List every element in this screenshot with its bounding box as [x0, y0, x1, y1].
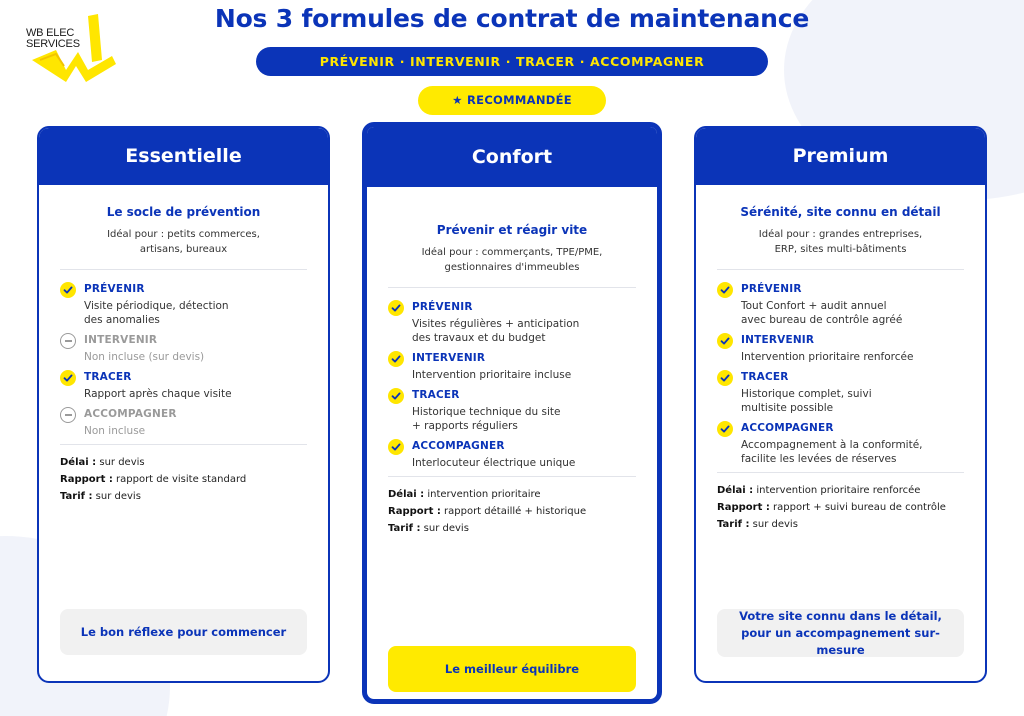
feature-desc-line: avec bureau de contrôle agréé — [741, 314, 903, 326]
info-value: sur devis — [99, 457, 145, 468]
feature-item — [388, 438, 636, 470]
check-icon — [60, 282, 76, 298]
feature-item — [717, 420, 964, 466]
info-label: Délai : — [388, 489, 425, 500]
feature-desc-line: Visite périodique, détection — [84, 300, 229, 312]
plan-body — [39, 205, 328, 505]
logo-line-1: WB ELEC — [26, 27, 75, 39]
info-label: Tarif : — [717, 519, 750, 530]
info-value: rapport détaillé + historique — [444, 506, 587, 517]
feature-text — [412, 299, 579, 345]
info-row — [388, 486, 636, 503]
feature-name: ACCOMPAGNER — [741, 422, 834, 434]
minus-icon — [60, 333, 76, 349]
feature-item — [388, 387, 636, 433]
divider — [717, 269, 964, 270]
feature-desc-line: Interlocuteur électrique unique — [412, 457, 576, 469]
feature-name: INTERVENIR — [741, 334, 815, 346]
logo-line-2: SERVICES — [26, 38, 80, 50]
info-value: sur devis — [423, 523, 469, 534]
feature-desc-line: des travaux et du budget — [412, 332, 546, 344]
info-label: Rapport : — [388, 506, 441, 517]
feature-desc-line: Non incluse (sur devis) — [84, 351, 205, 363]
ideal-line: artisans, bureaux — [139, 244, 228, 255]
plan-cta-button[interactable] — [60, 609, 307, 655]
feature-name: INTERVENIR — [84, 334, 158, 346]
plan-body — [367, 223, 657, 537]
plan-subtitle: Le socle de prévention — [106, 205, 261, 219]
feature-text — [741, 332, 913, 364]
feature-text — [84, 332, 204, 364]
plan-subtitle: Sérénité, site connu en détail — [740, 205, 941, 219]
page-title: Nos 3 formules de contrat de maintenance — [214, 4, 810, 33]
cta-label-line: Votre site connu dans le détail, — [739, 608, 942, 623]
feature-desc-line: multisite possible — [741, 402, 834, 414]
plan-card-confort — [362, 122, 662, 704]
feature-desc-line: Tout Confort + audit annuel — [741, 300, 887, 312]
plan-ideal-for — [60, 227, 307, 257]
feature-item — [717, 281, 964, 327]
minus-icon — [60, 407, 76, 423]
feature-desc — [84, 299, 229, 327]
feature-name: TRACER — [741, 371, 789, 383]
check-icon — [717, 370, 733, 386]
check-icon — [388, 351, 404, 367]
feature-item — [388, 350, 636, 382]
feature-item — [388, 299, 636, 345]
feature-item — [60, 406, 307, 438]
feature-text — [84, 369, 232, 401]
feature-desc — [741, 387, 872, 415]
feature-desc — [84, 424, 177, 438]
feature-desc-line: Historique technique du site — [412, 406, 561, 418]
plan-cta-button[interactable] — [388, 646, 636, 692]
plan-name: Essentielle — [39, 128, 328, 185]
feature-desc-line: Accompagnement à la conformité, — [741, 439, 923, 451]
feature-name: INTERVENIR — [412, 352, 486, 364]
plan-card-essentielle — [37, 126, 330, 683]
feature-item — [717, 332, 964, 364]
feature-name: TRACER — [412, 389, 460, 401]
plan-name: Confort — [367, 127, 657, 187]
feature-desc — [84, 387, 232, 401]
check-icon — [717, 282, 733, 298]
check-icon — [60, 370, 76, 386]
info-row — [60, 488, 307, 505]
feature-desc — [741, 438, 923, 466]
feature-item — [60, 332, 307, 364]
feature-desc-line: + rapports réguliers — [412, 420, 518, 432]
tagline-banner: PRÉVENIR · INTERVENIR · TRACER · ACCOMPAGNER — [256, 47, 768, 76]
info-value: rapport de visite standard — [116, 474, 247, 485]
plan-cta-button[interactable] — [717, 609, 964, 657]
plan-ideal-for — [388, 245, 636, 275]
info-row — [60, 454, 307, 471]
feature-desc — [84, 350, 204, 364]
feature-name: ACCOMPAGNER — [412, 440, 505, 452]
plan-info — [717, 482, 964, 533]
feature-name: PRÉVENIR — [84, 283, 145, 295]
info-value: sur devis — [752, 519, 798, 530]
feature-desc — [412, 405, 561, 433]
check-icon — [717, 333, 733, 349]
feature-desc-line: Rapport après chaque visite — [84, 388, 232, 400]
check-icon — [717, 421, 733, 437]
plan-info — [388, 486, 636, 537]
info-label: Rapport : — [60, 474, 113, 485]
feature-text — [741, 369, 872, 415]
info-row — [717, 516, 964, 533]
info-label: Tarif : — [388, 523, 421, 534]
feature-desc-line: des anomalies — [84, 314, 160, 326]
feature-text — [84, 281, 229, 327]
cta-label-line: Le bon réflexe pour commencer — [80, 624, 287, 639]
plan-body — [696, 205, 985, 533]
info-row — [388, 503, 636, 520]
plan-name: Premium — [696, 128, 985, 185]
plan-ideal-for — [717, 227, 964, 257]
feature-item — [60, 369, 307, 401]
check-icon — [388, 300, 404, 316]
feature-desc-line: Historique complet, suivi — [741, 388, 872, 400]
check-icon — [388, 388, 404, 404]
feature-name: ACCOMPAGNER — [84, 408, 177, 420]
divider — [388, 287, 636, 288]
divider — [60, 269, 307, 270]
info-row — [60, 471, 307, 488]
feature-text — [741, 420, 923, 466]
ideal-line: Idéal pour : grandes entreprises, — [758, 229, 923, 240]
info-value: sur devis — [95, 491, 141, 502]
feature-item — [717, 369, 964, 415]
info-label: Tarif : — [60, 491, 93, 502]
divider — [388, 476, 636, 477]
ideal-line: Idéal pour : commerçants, TPE/PME, — [421, 247, 603, 258]
feature-desc — [741, 350, 913, 364]
plan-info — [60, 454, 307, 505]
feature-desc-line: Intervention prioritaire incluse — [412, 369, 572, 381]
ideal-line: gestionnaires d'immeubles — [444, 262, 580, 273]
info-row — [717, 499, 964, 516]
feature-text — [741, 281, 902, 327]
feature-desc — [412, 368, 571, 382]
cta-label — [445, 661, 579, 678]
feature-desc — [741, 299, 902, 327]
recommended-badge: ★ RECOMMANDÉE — [418, 86, 606, 115]
feature-text — [412, 350, 571, 382]
feature-name: PRÉVENIR — [412, 301, 473, 313]
ideal-line: Idéal pour : petits commerces, — [107, 229, 260, 240]
info-value: intervention prioritaire — [427, 489, 541, 500]
feature-desc-line: Intervention prioritaire renforcée — [741, 351, 914, 363]
feature-name: PRÉVENIR — [741, 283, 802, 295]
feature-desc — [412, 317, 579, 345]
plan-card-premium — [694, 126, 987, 683]
feature-text — [412, 438, 575, 470]
cta-label — [81, 624, 286, 641]
info-value: intervention prioritaire renforcée — [756, 485, 921, 496]
ideal-line: ERP, sites multi-bâtiments — [774, 244, 907, 255]
info-label: Rapport : — [717, 502, 770, 513]
cta-label-line: pour un accompagnement sur-mesure — [741, 625, 940, 657]
cta-label-line: Le meilleur équilibre — [444, 661, 580, 676]
feature-desc-line: Visites régulières + anticipation — [412, 318, 580, 330]
divider — [717, 472, 964, 473]
feature-desc-line: facilite les levées de réserves — [741, 453, 897, 465]
info-row — [717, 482, 964, 499]
feature-text — [84, 406, 177, 438]
info-value: rapport + suivi bureau de contrôle — [773, 502, 946, 513]
cta-label — [717, 608, 964, 659]
info-row — [388, 520, 636, 537]
info-label: Délai : — [60, 457, 97, 468]
plan-subtitle: Prévenir et réagir vite — [436, 223, 588, 237]
check-icon — [388, 439, 404, 455]
feature-name: TRACER — [84, 371, 132, 383]
info-label: Délai : — [717, 485, 754, 496]
divider — [60, 444, 307, 445]
feature-item — [60, 281, 307, 327]
feature-desc-line: Non incluse — [84, 425, 146, 437]
feature-text — [412, 387, 561, 433]
feature-desc — [412, 456, 575, 470]
